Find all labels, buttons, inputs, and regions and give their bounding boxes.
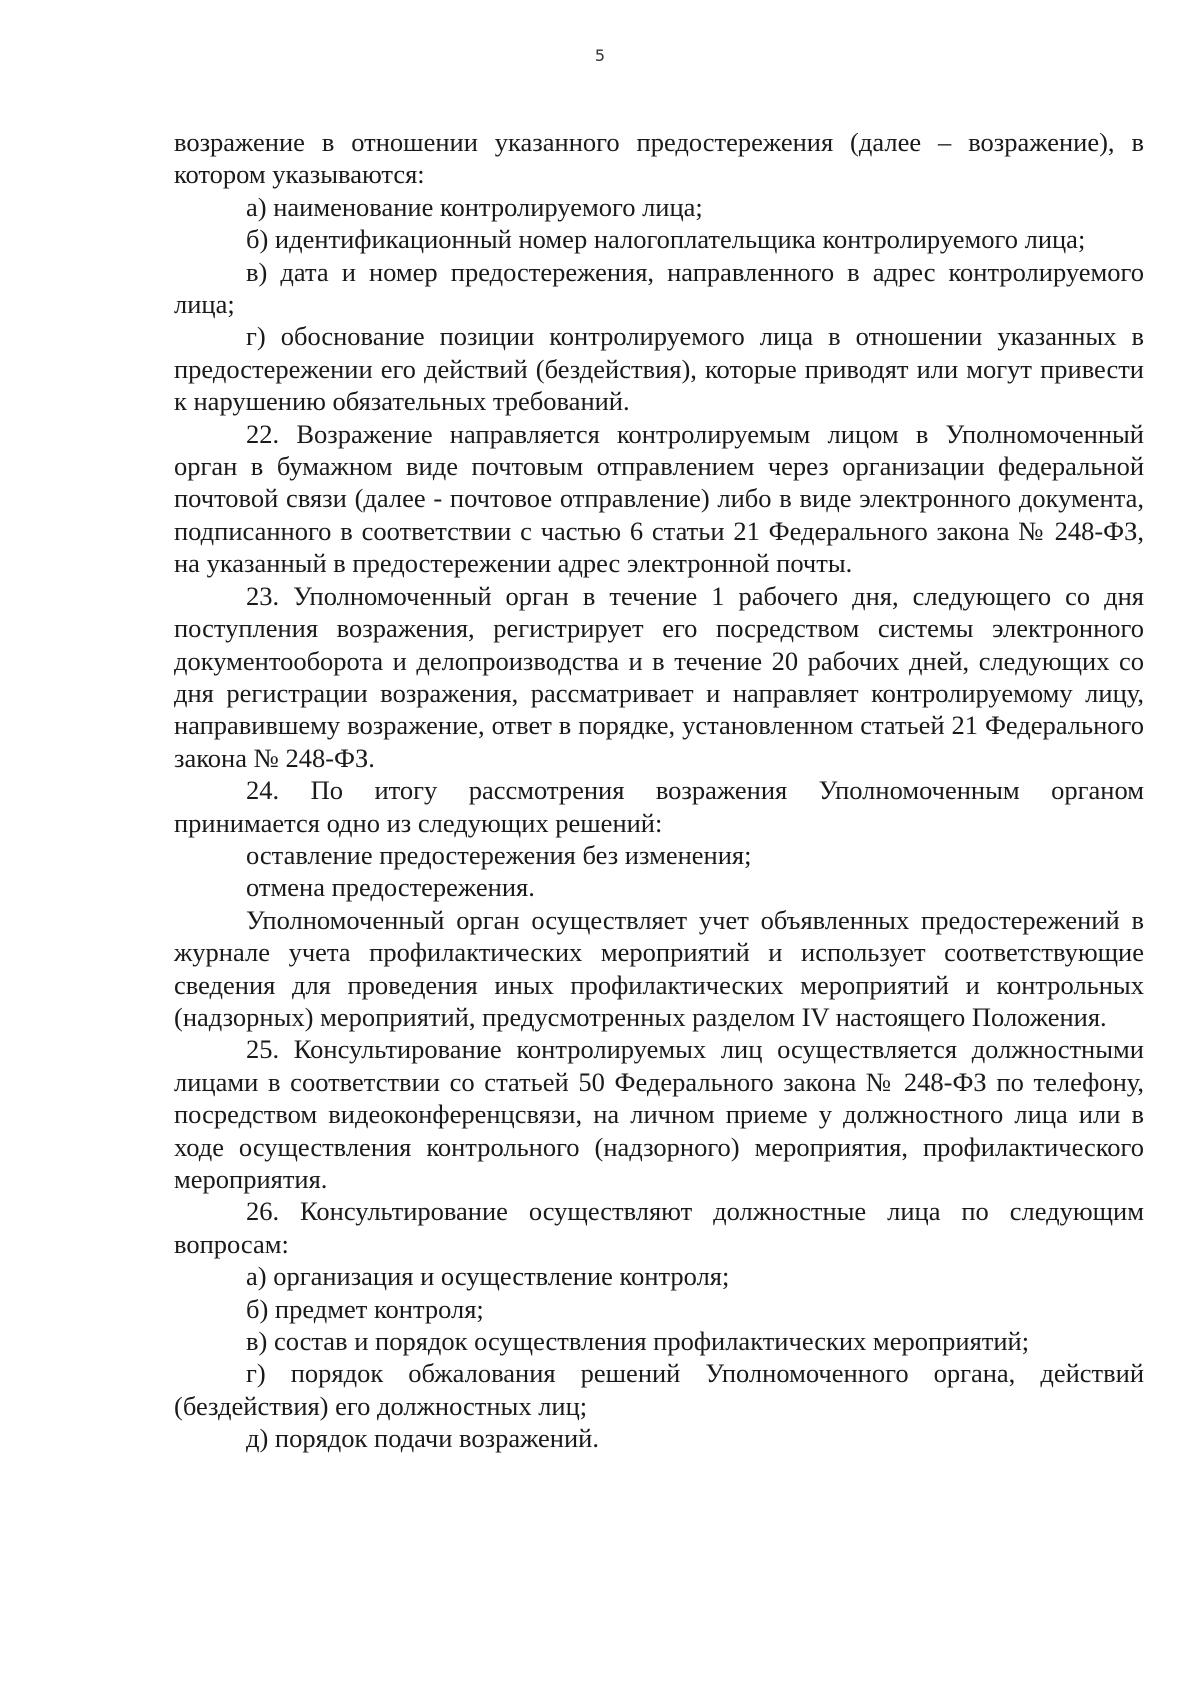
paragraph-24: 24. По итогу рассмотрения возражения Уполномоченным органом принимается одно из следующих решений: [174,775,1144,838]
list-item-g-justification: г) обоснование позиции контролируемого лица в отношении указанных в предостережении его действий (бездействия), которые приводят или могут привести к нарушению обязательных требований. [174,321,1144,417]
consult-topic-g: г) порядок обжалования решений Уполномоченного органа, действий (бездействия) его должностных лиц; [174,1358,1144,1421]
paragraph-objection-intro: возражение в отношении указанного предостережения (далее – возражение), в котором указываются: [174,127,1144,190]
list-item-b-inn: б) идентификационный номер налогоплательщика контролируемого лица; [246,224,1086,255]
consult-topic-d: д) порядок подачи возражений. [246,1423,599,1454]
decision-option-cancel: отмена предостережения. [246,872,535,903]
paragraph-23: 23. Уполномоченный орган в течение 1 рабочего дня, следующего со дня поступления возражения, регистрирует его посредством системы электронного документооборота и делопроизводства и в течение 20 рабочих дней, следующих со дня регистрации возражения, рассматривает и направляет контролируемому лицу, направившему возражение, ответ в порядке, установленном статьей 21 Федерального закона № 248-ФЗ. [174,580,1144,773]
consult-topic-a: а) организация и осуществление контроля; [246,1261,730,1292]
page-number: 5 [594,46,606,65]
paragraph-22: 22. Возражение направляется контролируемым лицом в Уполномоченный орган в бумажном виде почтовым отправлением через организации федеральной почтовой связи (далее - почтовое отправление) либо в виде электронного документа, подписанного в соответствии с частью 6 статьи 21 Федерального закона № 248-ФЗ, на указанный в предостережении адрес электронной почты. [174,418,1144,579]
document-body [174,126,1144,1455]
paragraph-26: 26. Консультирование осуществляют должностные лица по следующим вопросам: [174,1196,1144,1259]
consult-topic-b: б) предмет контроля; [246,1293,484,1324]
paragraph-registry: Уполномоченный орган осуществляет учет объявленных предостережений в журнале учета профилактических мероприятий и использует соответствующие сведения для проведения иных профилактических мероприятий и контрольных (надзорных) мероприятий, предусмотренных разделом IV настоящего Положения. [174,904,1144,1032]
list-item-a-name: а) наименование контролируемого лица; [246,191,703,222]
paragraph-25: 25. Консультирование контролируемых лиц осуществляется должностными лицами в соответствии со статьей 50 Федерального закона № 248-ФЗ по телефону, посредством видеоконференцсвязи, на личном приеме у должностного лица или в ходе осуществления контрольного (надзорного) мероприятия, профилактического мероприятия. [174,1034,1144,1194]
consult-topic-v: в) состав и порядок осуществления профилактических мероприятий; [246,1326,1030,1357]
list-item-v-date-number: в) дата и номер предостережения, направленного в адрес контролируемого лица; [174,256,1144,320]
decision-option-keep: оставление предостережения без изменения; [246,839,752,870]
